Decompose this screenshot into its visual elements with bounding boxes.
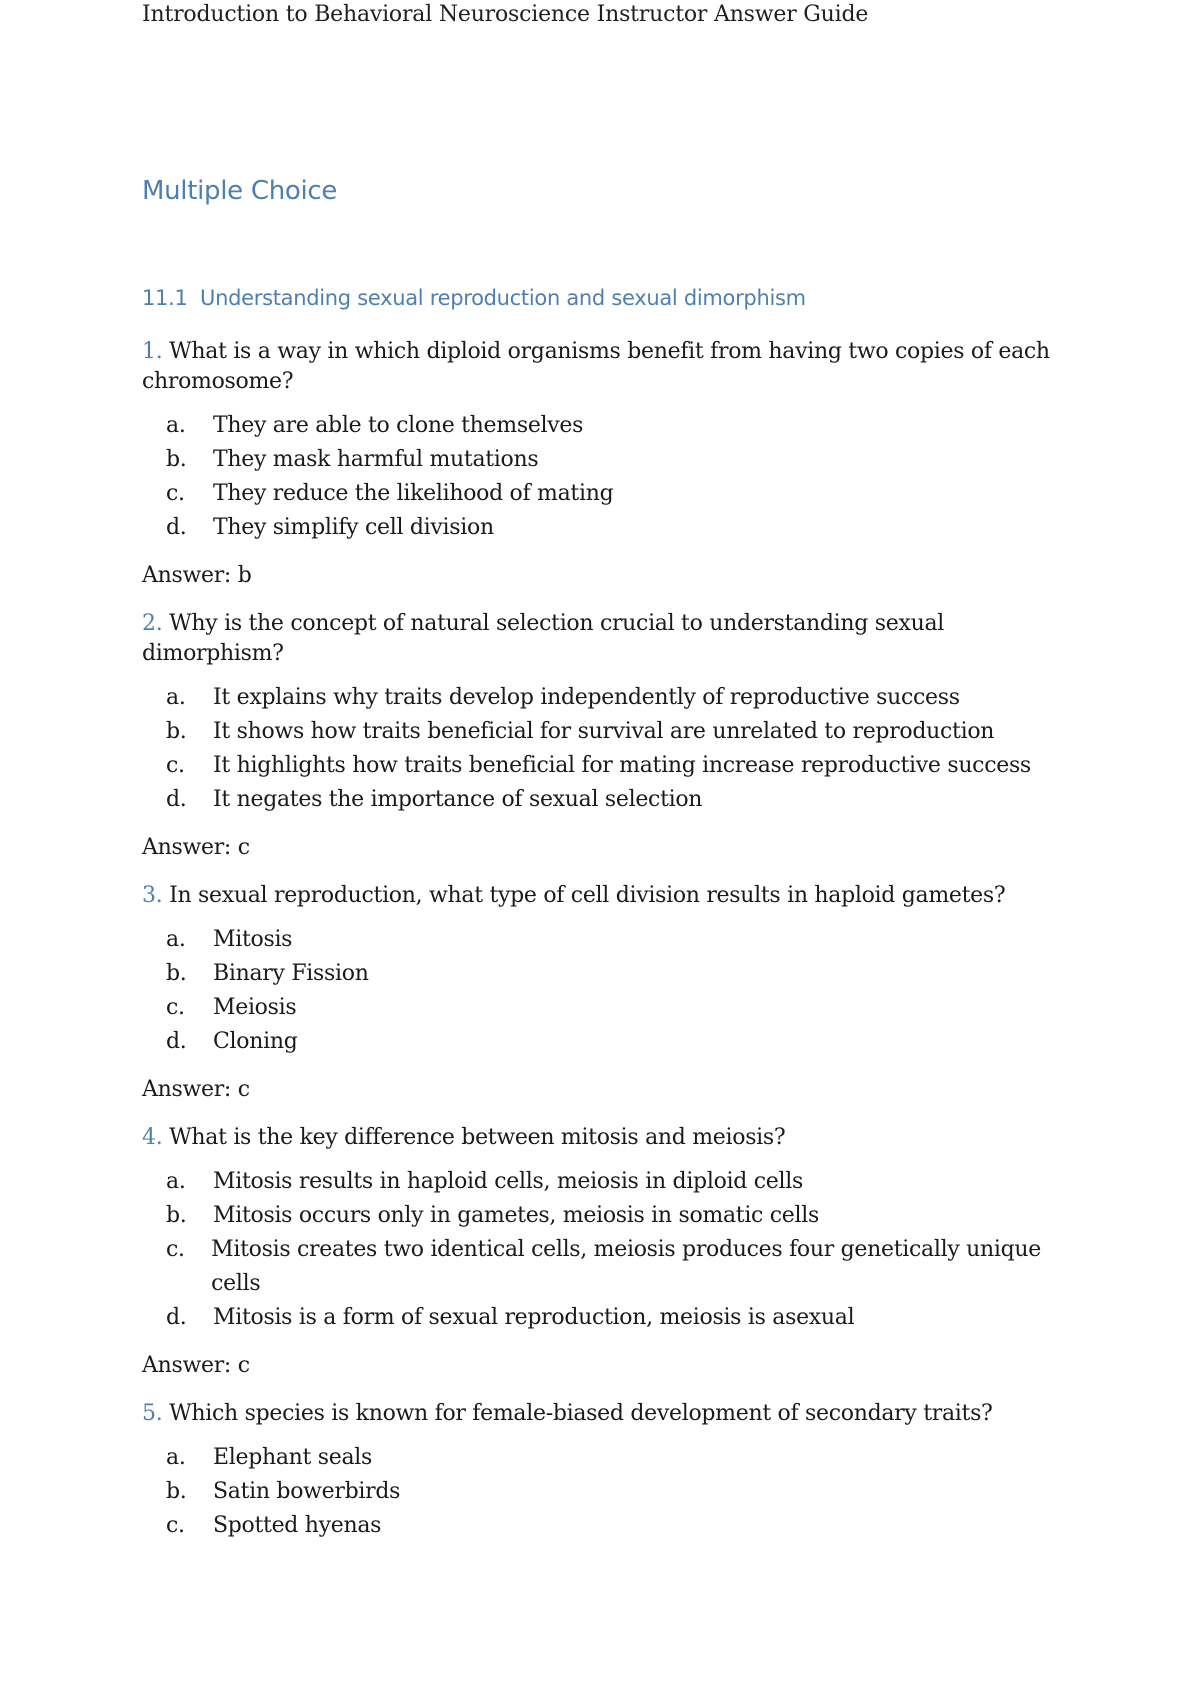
- option-letter: b.: [166, 1479, 187, 1504]
- subsection-heading: [142, 286, 806, 310]
- option-item: [166, 991, 1062, 1025]
- option-text: Mitosis: [213, 927, 293, 952]
- question-text: In sexual reproduction, what type of cell division results in haploid gametes?: [169, 883, 1006, 908]
- option-text: Meiosis: [213, 995, 297, 1020]
- question-number: 5.: [142, 1401, 163, 1426]
- option-item: [166, 1165, 1062, 1199]
- option-letter: b.: [166, 719, 187, 744]
- answer-line: Answer: c: [142, 835, 250, 860]
- option-item: [166, 681, 1062, 715]
- question-number: 3.: [142, 883, 163, 908]
- option-text: They simplify cell division: [213, 515, 494, 540]
- option-text: Mitosis results in haploid cells, meiosis in diploid cells: [213, 1169, 803, 1194]
- option-item: [166, 1475, 1062, 1509]
- option-letter: b.: [166, 447, 187, 472]
- question-text-block: [142, 337, 1062, 397]
- option-item: [166, 783, 1062, 817]
- option-letter: d.: [166, 515, 187, 540]
- answer-line: Answer: b: [142, 563, 252, 588]
- option-text: It explains why traits develop independently of reproductive success: [213, 685, 960, 710]
- option-text: Mitosis creates two identical cells, meiosis produces four genetically unique cells: [211, 1237, 1041, 1296]
- question-text-block: [142, 1123, 1062, 1153]
- option-item: [166, 511, 1062, 545]
- option-text: Elephant seals: [213, 1445, 373, 1470]
- question-text: What is a way in which diploid organisms benefit from having two copies of each chromosome?: [142, 339, 1050, 394]
- question-number: 1.: [142, 339, 163, 364]
- option-letter: c.: [166, 481, 185, 506]
- subsection-title: Understanding sexual reproduction and sexual dimorphism: [200, 286, 806, 310]
- option-item: [166, 1025, 1062, 1059]
- option-item: [166, 749, 1062, 783]
- option-text: It negates the importance of sexual selection: [213, 787, 703, 812]
- option-letter: d.: [166, 1305, 187, 1330]
- option-letter: a.: [166, 1445, 186, 1470]
- question-text-block: [142, 1399, 1062, 1429]
- option-list: [166, 923, 1062, 1059]
- question-text: Which species is known for female-biased development of secondary traits?: [169, 1401, 993, 1426]
- option-letter: c.: [166, 1237, 185, 1262]
- option-item: [166, 923, 1062, 957]
- option-text: They reduce the likelihood of mating: [213, 481, 614, 506]
- option-letter: d.: [166, 1029, 187, 1054]
- answer-line: Answer: c: [142, 1353, 250, 1378]
- option-text: It shows how traits beneficial for survival are unrelated to reproduction: [213, 719, 995, 744]
- option-item: [166, 957, 1062, 991]
- option-text: Mitosis is a form of sexual reproduction, meiosis is asexual: [213, 1305, 855, 1330]
- option-text: It highlights how traits beneficial for mating increase reproductive success: [213, 753, 1031, 778]
- option-item: [166, 443, 1062, 477]
- option-letter: c.: [166, 995, 185, 1020]
- question-1: [142, 337, 1062, 591]
- option-item: [166, 477, 1062, 511]
- option-text: Spotted hyenas: [213, 1513, 382, 1538]
- option-letter: d.: [166, 787, 187, 812]
- option-text: They mask harmful mutations: [213, 447, 539, 472]
- question-text: What is the key difference between mitosis and meiosis?: [169, 1125, 786, 1150]
- option-letter: b.: [166, 1203, 187, 1228]
- option-letter: a.: [166, 685, 186, 710]
- option-list: [166, 409, 1062, 545]
- question-number: 4.: [142, 1125, 163, 1150]
- option-letter: a.: [166, 413, 186, 438]
- question-3: [142, 881, 1062, 1105]
- option-item: [166, 1301, 1062, 1335]
- option-item: [166, 409, 1062, 443]
- option-list: [166, 1165, 1062, 1335]
- question-4: [142, 1123, 1062, 1381]
- running-header: Introduction to Behavioral Neuroscience Instructor Answer Guide: [142, 2, 869, 27]
- option-item: [166, 1233, 1062, 1301]
- section-title: Multiple Choice: [142, 176, 338, 206]
- option-item: [166, 1509, 1062, 1543]
- question-text-block: [142, 609, 1062, 669]
- option-letter: a.: [166, 1169, 186, 1194]
- question-2: [142, 609, 1062, 863]
- option-item: [166, 715, 1062, 749]
- question-5: [142, 1399, 1062, 1543]
- option-item: [166, 1441, 1062, 1475]
- option-letter: a.: [166, 927, 186, 952]
- option-text: Satin bowerbirds: [213, 1479, 401, 1504]
- subsection-number: 11.1: [142, 286, 188, 310]
- option-text: Mitosis occurs only in gametes, meiosis in somatic cells: [213, 1203, 819, 1228]
- answer-line: Answer: c: [142, 1077, 250, 1102]
- option-text: Binary Fission: [213, 961, 369, 986]
- option-item: [166, 1199, 1062, 1233]
- option-letter: c.: [166, 753, 185, 778]
- option-text: Cloning: [213, 1029, 298, 1054]
- option-list: [166, 1441, 1062, 1543]
- question-list: [142, 337, 1062, 1543]
- question-text-block: [142, 881, 1062, 911]
- option-letter: b.: [166, 961, 187, 986]
- question-text: Why is the concept of natural selection crucial to understanding sexual dimorphism?: [142, 611, 945, 666]
- question-number: 2.: [142, 611, 163, 636]
- option-text: They are able to clone themselves: [213, 413, 584, 438]
- option-letter: c.: [166, 1513, 185, 1538]
- option-list: [166, 681, 1062, 817]
